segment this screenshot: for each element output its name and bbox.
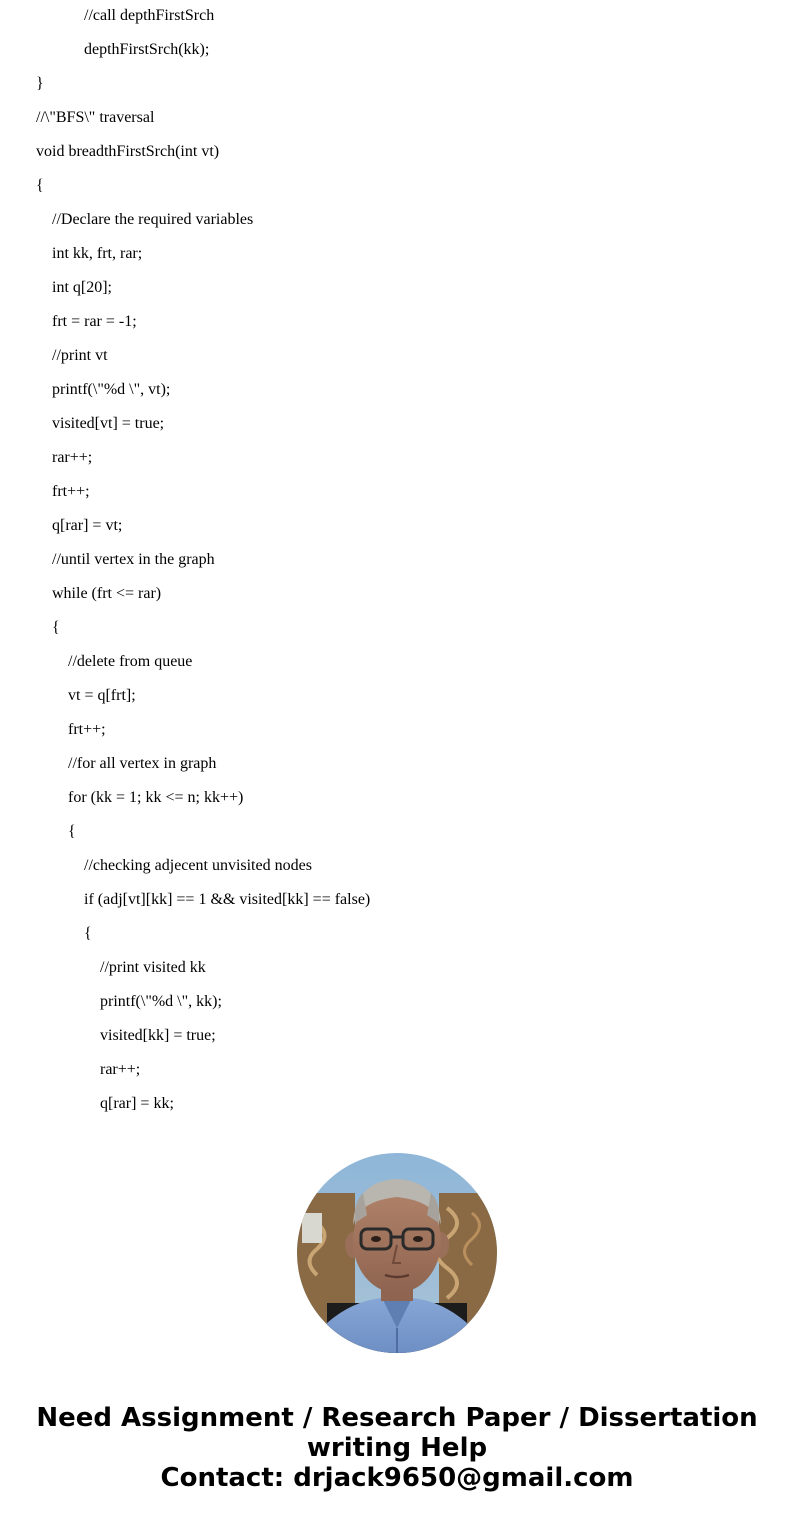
- code-line-20: //delete from queue: [68, 653, 193, 670]
- code-line-25: {: [68, 823, 76, 840]
- code-line-11: //print vt: [52, 347, 108, 364]
- code-line-31: visited[kk] = true;: [100, 1027, 216, 1044]
- contact-banner: [0, 1403, 794, 1493]
- footer-headline: Need Assignment / Research Paper / Dissertation: [36, 1403, 758, 1433]
- code-line-1: //call depthFirstSrch: [84, 7, 215, 24]
- code-line-4: //\"BFS\" traversal: [36, 109, 155, 126]
- footer-contact-email: Contact: drjack9650@gmail.com: [160, 1463, 634, 1493]
- code-line-24: for (kk = 1; kk <= n; kk++): [68, 789, 244, 806]
- code-line-7: //Declare the required variables: [52, 211, 254, 228]
- code-line-13: visited[vt] = true;: [52, 415, 165, 432]
- code-line-3: }: [36, 75, 44, 92]
- code-line-30: printf(\"%d \", kk);: [100, 993, 222, 1010]
- code-line-12: printf(\"%d \", vt);: [52, 381, 171, 398]
- code-line-28: {: [84, 925, 92, 942]
- code-line-14: rar++;: [52, 449, 93, 466]
- code-line-16: q[rar] = vt;: [52, 517, 123, 534]
- code-line-5: void breadthFirstSrch(int vt): [36, 143, 220, 160]
- code-line-17: //until vertex in the graph: [52, 551, 215, 568]
- code-line-6: {: [36, 177, 44, 194]
- footer-subheadline: writing Help: [306, 1433, 488, 1463]
- code-line-19: {: [52, 619, 60, 636]
- code-line-23: //for all vertex in graph: [68, 755, 217, 772]
- code-line-27: if (adj[vt][kk] == 1 && visited[kk] == false): [84, 891, 371, 908]
- code-line-21: vt = q[frt];: [68, 687, 136, 704]
- code-line-29: //print visited kk: [100, 959, 206, 976]
- code-line-26: //checking adjecent unvisited nodes: [84, 857, 312, 874]
- code-line-10: frt = rar = -1;: [52, 313, 137, 330]
- code-line-33: q[rar] = kk;: [100, 1095, 174, 1112]
- code-line-22: frt++;: [68, 721, 106, 738]
- author-portrait: [297, 1153, 497, 1353]
- author-photo: [297, 1153, 497, 1353]
- code-line-8: int kk, frt, rar;: [52, 245, 143, 262]
- code-line-2: depthFirstSrch(kk);: [84, 41, 210, 58]
- code-line-9: int q[20];: [52, 279, 112, 296]
- code-line-32: rar++;: [100, 1061, 141, 1078]
- code-line-15: frt++;: [52, 483, 90, 500]
- code-line-18: while (frt <= rar): [52, 585, 162, 602]
